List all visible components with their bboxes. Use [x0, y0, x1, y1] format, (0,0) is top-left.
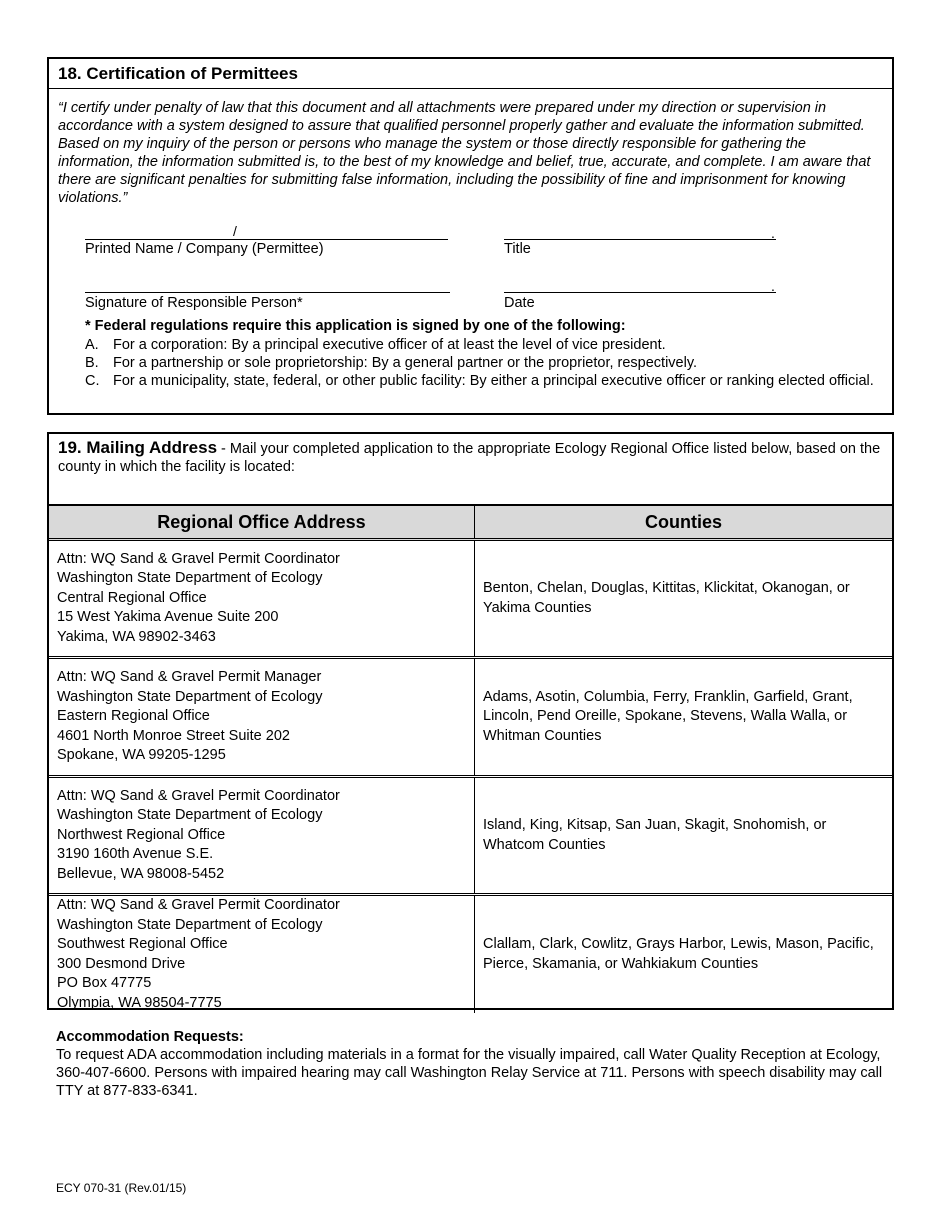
address-line: Southwest Regional Office	[57, 936, 228, 952]
form-id: ECY 070-31 (Rev.01/15)	[56, 1181, 187, 1195]
office-counties: Clallam, Clark, Cowlitz, Grays Harbor, Lewis, Mason, Pacific, Pierce, Skamania, or Wahkiakum Counties	[483, 936, 874, 972]
federal-regulations-heading: * Federal regulations require this application is signed by one of the following:	[85, 318, 626, 334]
list-item-letter: A.	[85, 337, 99, 353]
office-address	[49, 895, 475, 1014]
address-line: 300 Desmond Drive	[57, 955, 186, 972]
date-field[interactable]	[504, 292, 776, 293]
date-period: .	[771, 278, 775, 294]
accommodation-requests	[56, 1028, 896, 1100]
address-line: 15 West Yakima Avenue Suite 200	[57, 609, 279, 626]
mailing-address-section	[47, 432, 894, 1010]
address-line: Yakima, WA 98902-3463	[57, 628, 216, 645]
title-period: .	[771, 225, 775, 241]
signature-field[interactable]	[85, 292, 450, 293]
printed-name-label: Printed Name / Company (Permittee)	[85, 241, 324, 257]
accommodation-title: Accommodation Requests:	[56, 1029, 244, 1045]
address-line: 4601 North Monroe Street Suite 202	[57, 727, 290, 744]
address-line: Bellevue, WA 98008-5452	[57, 865, 225, 882]
address-line: Spokane, WA 99205-1295	[57, 747, 226, 764]
address-line: Attn: WQ Sand & Gravel Permit Manager	[57, 669, 322, 686]
address-line: Attn: WQ Sand & Gravel Permit Coordinator	[57, 787, 340, 804]
address-line: Attn: WQ Sand & Gravel Permit Coordinator	[57, 550, 340, 567]
address-line: 3190 160th Avenue S.E.	[57, 846, 214, 863]
office-counties: Adams, Asotin, Columbia, Ferry, Franklin, Garfield, Grant, Lincoln, Pend Oreille, Spokane, Stevens, Walla Walla, or Whitman Counties	[475, 658, 893, 777]
federal-regulations-list	[85, 336, 885, 390]
address-line: Eastern Regional Office	[57, 708, 210, 725]
address-line: PO Box 47775	[57, 975, 152, 991]
table-row	[49, 658, 892, 777]
table-header-row	[49, 505, 892, 540]
column-header-address: Regional Office Address	[49, 505, 475, 540]
signature-label: Signature of Responsible Person*	[85, 295, 303, 311]
office-address	[49, 658, 475, 777]
list-item-text: For a municipality, state, federal, or other public facility: By either a principal executive officer or ranking elected official.	[113, 373, 874, 389]
list-item	[85, 354, 885, 372]
certification-section	[47, 57, 894, 415]
address-line: Olympia, WA 98504-7775	[57, 994, 222, 1011]
office-counties: Island, King, Kitsap, San Juan, Skagit, Snohomish, or Whatcom Counties	[475, 777, 893, 895]
list-item-text: For a corporation: By a principal executive officer of at least the level of vice president.	[113, 337, 666, 353]
list-item	[85, 336, 885, 354]
office-counties: Benton, Chelan, Douglas, Kittitas, Klickitat, Okanogan, or Yakima Counties	[475, 540, 893, 658]
section-18-title: 18. Certification of Permittees	[49, 59, 892, 89]
address-line: Washington State Department of Ecology	[57, 916, 323, 933]
regional-offices-table	[49, 504, 892, 1013]
address-line: Washington State Department of Ecology	[57, 688, 323, 705]
table-row	[49, 895, 892, 1014]
list-item-letter: B.	[85, 355, 99, 371]
address-line: Northwest Regional Office	[57, 826, 226, 843]
table-row	[49, 777, 892, 895]
list-item-letter: C.	[85, 373, 100, 389]
certification-statement: “I certify under penalty of law that this document and all attachments were prepared under my direction or supervision in accordance with a system designed to assure that qualified personnel properly gather and evaluate the information submitted. Based on my inquiry of the person or persons who manage the system or those directly responsible for gathering the information, the information submitted is, to the best of my knowledge and belief, true, accurate, and complete. I am aware that there are significant penalties for submitting false information, including the possibility of fine and imprisonment for knowing violations.”	[58, 100, 871, 206]
office-address	[49, 540, 475, 658]
table-row	[49, 540, 892, 658]
office-address	[49, 777, 475, 895]
address-line: Attn: WQ Sand & Gravel Permit Coordinator	[57, 897, 340, 913]
address-line: Washington State Department of Ecology	[57, 807, 323, 824]
address-line: Washington State Department of Ecology	[57, 570, 323, 587]
column-header-counties: Counties	[475, 505, 893, 540]
accommodation-text: To request ADA accommodation including materials in a format for the visually impaired, call Water Quality Reception at Ecology, 360-407-6600. Persons with impaired hearing may call Washington Relay Service at 711. Persons with speech disability may call TTY at 877-833-6341.	[56, 1047, 883, 1099]
mailing-address-header	[49, 434, 892, 504]
address-line: Central Regional Office	[57, 589, 207, 606]
list-item-text: For a partnership or sole proprietorship: By a general partner or the proprietor, respectively.	[113, 355, 698, 371]
title-label: Title	[504, 241, 531, 257]
name-slash: /	[233, 223, 237, 239]
printed-name-field[interactable]	[85, 239, 448, 240]
date-label: Date	[504, 295, 535, 311]
list-item	[85, 372, 885, 390]
mailing-address-intro: - Mail your completed application to the appropriate Ecology Regional Office listed below, based on the county in which the facility is located:	[58, 441, 881, 475]
section-19-title: 19. Mailing Address	[58, 438, 218, 457]
title-field[interactable]	[504, 239, 776, 240]
